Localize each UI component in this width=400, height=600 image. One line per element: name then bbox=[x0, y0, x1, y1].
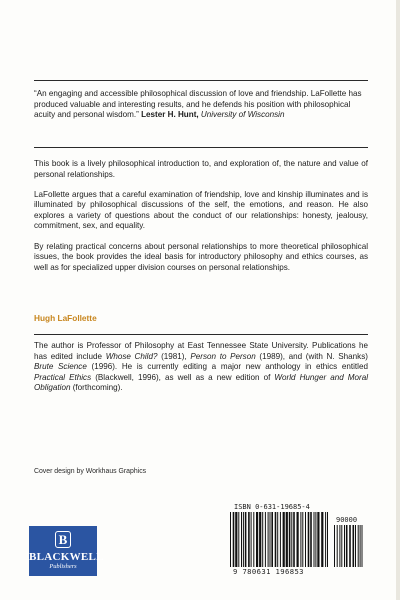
book-description bbox=[34, 159, 368, 283]
bio-title: World Hunger and Moral Obligation bbox=[34, 372, 369, 393]
ean-barcode bbox=[228, 512, 330, 567]
bio-title: Brute Science bbox=[34, 362, 87, 372]
bio-text: (Blackwell, 1996), as well as a new edition of bbox=[91, 372, 275, 382]
bio-text: The author is Professor of Philosophy at East Tennessee State University. Publications he has edited include bbox=[34, 341, 368, 361]
ean-number: 9 780631 196853 bbox=[233, 567, 304, 576]
publisher-name: BLACKWELL bbox=[29, 551, 104, 563]
bio-title: Practical Ethics bbox=[34, 372, 92, 382]
supplement-barcode bbox=[332, 525, 366, 567]
description-paragraph: This book is a lively philosophical introduction to, and exploration of, the nature and value of personal relationships. bbox=[34, 159, 368, 179]
bio-text: (1996). He is currently editing a major new anthology in ethics entitled bbox=[86, 362, 368, 372]
quote-author: Lester H. Hunt, bbox=[141, 110, 199, 120]
bio-title: Person to Person bbox=[190, 351, 256, 361]
top-rule bbox=[34, 80, 368, 81]
quote-affiliation: University of Wisconsin bbox=[200, 110, 285, 120]
bio-rule bbox=[34, 334, 368, 335]
spine-edge bbox=[396, 0, 400, 600]
cover-design-credit: Cover design by Workhaus Graphics bbox=[34, 468, 147, 475]
bio-title: Whose Child? bbox=[105, 351, 158, 361]
quote-rule bbox=[34, 147, 368, 148]
bio-text: (forthcoming). bbox=[70, 383, 123, 393]
author-signature: Hugh LaFollette bbox=[34, 313, 97, 323]
publisher-sub: Publishers bbox=[49, 563, 77, 570]
quote-text: “An engaging and accessible philosophical discussion of love and friendship. LaFollette has produced valuable and interesting results, and he defends his position with philosophical acuity and personal wisdom.” bbox=[34, 89, 362, 120]
description-paragraph: By relating practical concerns about personal relationships to more theoretical philosophical issues, the book provides the ideal basis for introductory philosophy and ethics courses, as well as for specialized upper division courses on personal relationships. bbox=[34, 241, 368, 272]
description-paragraph: LaFollette argues that a careful examination of friendship, love and kinship illuminates and is illuminated by philosophical discussions of the self, the emotions, and reason. He also explores a variety of questions about the conduct of our relationships: honesty, jealousy, commitment, sex, and equality. bbox=[34, 189, 368, 231]
bio-text: (1981), bbox=[157, 351, 191, 361]
price-code: 90000 bbox=[336, 516, 358, 524]
publisher-monogram: B bbox=[55, 531, 71, 548]
isbn-label: ISBN 0-631-19685-4 bbox=[234, 503, 310, 511]
bio-text: (1989), and (with N. Shanks) bbox=[255, 351, 368, 361]
author-bio bbox=[34, 341, 368, 394]
publisher-logo bbox=[29, 526, 104, 576]
review-quote bbox=[34, 89, 368, 121]
